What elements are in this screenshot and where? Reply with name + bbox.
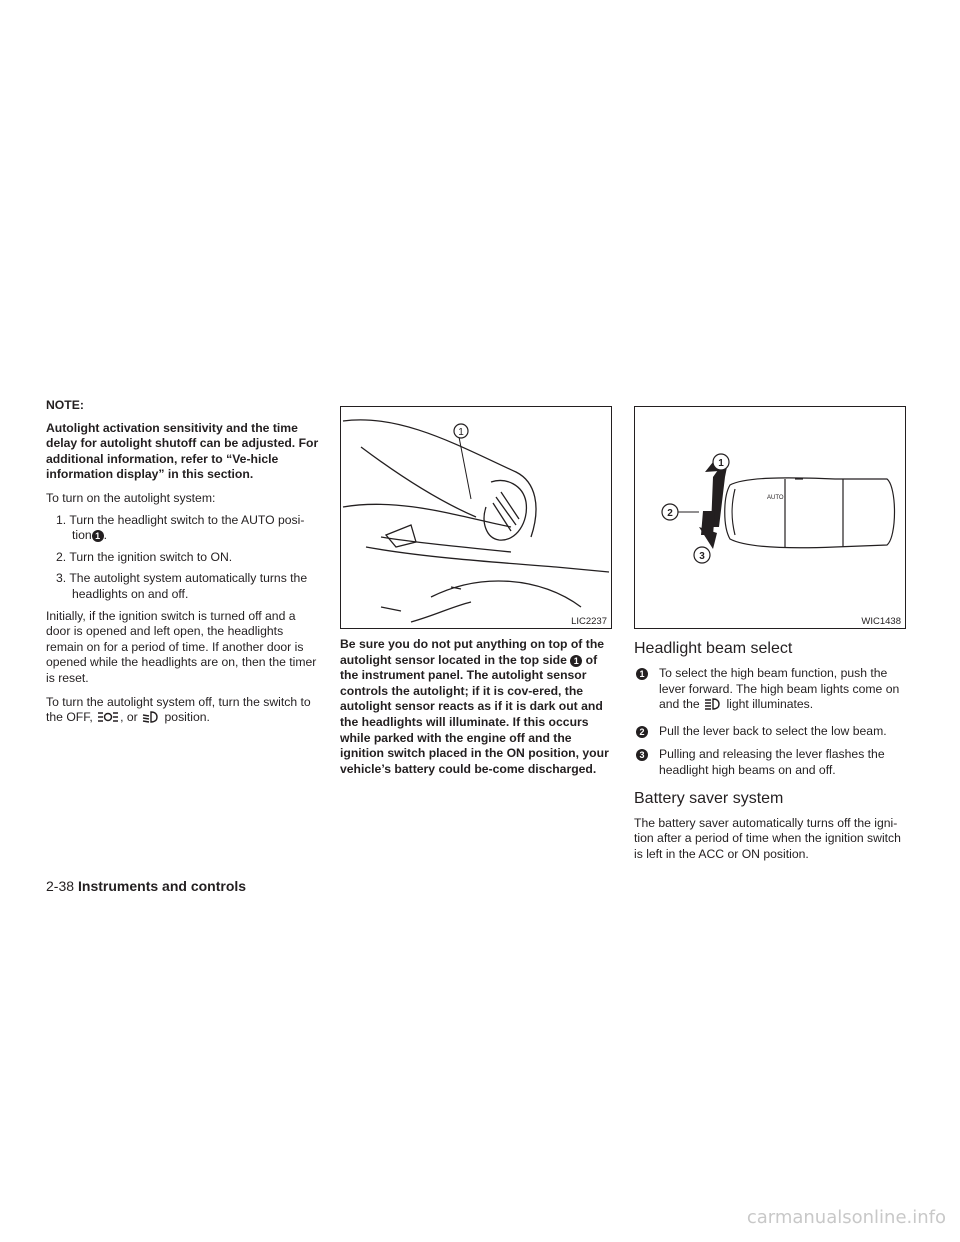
callout-3-icon: 3: [636, 749, 648, 761]
list-item: 2 Pull the lever back to select the low beam.: [634, 724, 906, 740]
list-item: 2. Turn the ignition switch to ON.: [56, 549, 233, 564]
figure-label-auto: AUTO: [767, 495, 784, 501]
dashboard-illustration: [341, 407, 611, 628]
callout-1-icon: 1: [92, 530, 104, 542]
section-title: Instruments and controls: [78, 878, 247, 894]
steps-list: [46, 513, 320, 603]
list-item: 3. The autolight system automatically turns the headlights on and off.: [56, 571, 308, 601]
warning-paragraph: Be sure you do not put anything on top of the autolight sensor located in the top side 1 of the instrument panel. The autolight sensor controls the autolight; if it is cov-ered, the autolight sensor reacts as if it is dark out and the headlights will illuminate. If this occurs while parked with the engine off and the ignition switch placed in the ON position, your vehicle’s battery could be-come discharged.: [340, 637, 609, 776]
autolight-sensor-figure: [340, 406, 612, 629]
figure-code: LIC2237: [571, 616, 607, 627]
heading-headlight-beam-select: Headlight beam select: [634, 640, 793, 657]
callout-1-icon: 1: [636, 668, 648, 680]
callout-1-icon: 1: [570, 655, 582, 667]
parking-light-icon: [96, 710, 120, 729]
watermark: carmanualsonline.info: [746, 1207, 946, 1228]
initially-paragraph: Initially, if the ignition switch is turned off and a door is opened and left open, the headlights remain on for a period of time. If another door is opened while the headlights are on, then the timer is reset.: [46, 608, 317, 685]
headlight-icon: [141, 710, 161, 729]
callout-2-icon: 2: [636, 726, 648, 738]
figure-code: WIC1438: [861, 616, 901, 627]
list-item: 3 Pulling and releasing the lever flashes the headlight high beams on and off.: [634, 747, 906, 778]
off-paragraph: To turn the autolight system off, turn the switch to the OFF, , or position.: [46, 695, 320, 729]
figure-callout-1: 1: [718, 458, 724, 469]
page-footer: [46, 878, 246, 894]
page-number: 2-38: [46, 878, 75, 894]
intro-text: To turn on the autolight system:: [46, 490, 216, 505]
list-item: 1 To select the high beam function, push the lever forward. The high beam lights come on and the light illuminates.: [634, 666, 906, 716]
list-item: 1. Turn the headlight switch to the AUTO posi-tion 1 .: [56, 512, 305, 543]
heading-battery-saver: Battery saver system: [634, 789, 784, 807]
figure-callout-1: 1: [458, 427, 464, 438]
column-left: [46, 398, 320, 729]
note-heading: NOTE:: [46, 398, 84, 412]
high-beam-icon: [703, 697, 723, 716]
note-body: Autolight activation sensitivity and the time delay for autolight shutoff can be adjusted. For additional information, refer to “Ve-hicle information display” in this section.: [46, 420, 319, 482]
headlight-lever-figure: [634, 406, 906, 629]
lever-illustration: [635, 407, 905, 628]
battery-paragraph: The battery saver automatically turns off the igni-tion after a period of time when the ignition switch is left in the ACC or ON position.: [634, 815, 901, 861]
column-middle: [340, 398, 612, 777]
figure-callout-3: 3: [699, 551, 705, 562]
figure-callout-2: 2: [667, 508, 673, 519]
column-right: [634, 398, 906, 862]
